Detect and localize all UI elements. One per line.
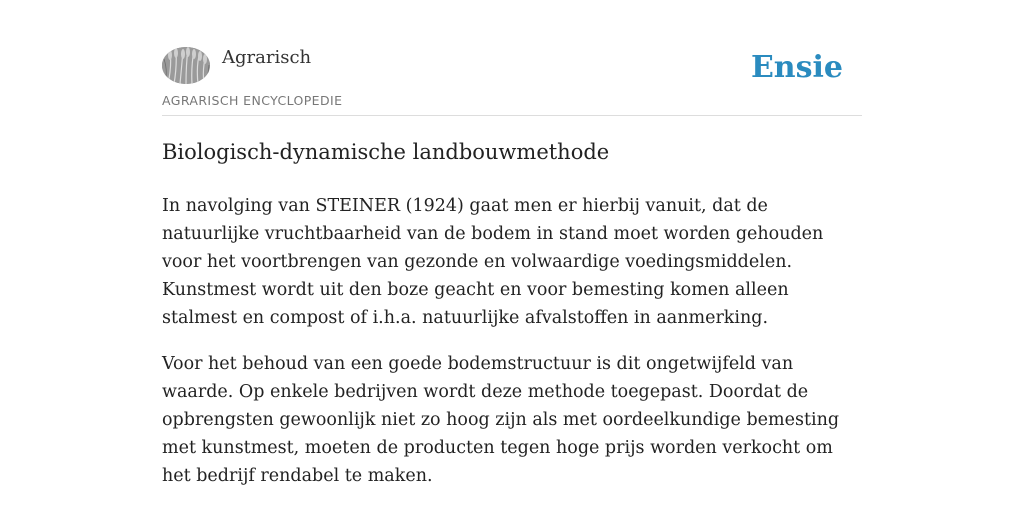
article-paragraph: Voor het behoud van een goede bodemstructuur is dit ongetwijfeld van waarde. Op enkele bedrijven wordt deze methode toegepast. Doordat de opbrengsten gewoonlijk niet zo hoog zijn als met oordeelkundige bemesting met kunstmest, moeten de producten tegen hoge prijs worden verkocht om het bedrijf rendabel te maken.	[162, 354, 840, 486]
article-body	[162, 192, 862, 508]
source-subtitle: AGRARISCH ENCYCLOPEDIE	[162, 93, 343, 108]
wheat-field-icon	[162, 47, 210, 84]
ensie-logo-link[interactable]: Ensie	[750, 50, 843, 85]
header-divider	[162, 115, 862, 116]
page-title: Biologisch-dynamische landbouwmethode	[162, 140, 610, 164]
header	[162, 44, 862, 116]
source-avatar[interactable]	[162, 47, 210, 84]
source-name-link[interactable]: Agrarisch	[222, 47, 312, 68]
article-paragraph: In navolging van STEINER (1924) gaat men er hierbij vanuit, dat de natuurlijke vruchtbaarheid van de bodem in stand moet worden gehouden voor het voortbrengen van gezonde en volwaardige voedingsmiddelen. Kunstmest wordt uit den boze geacht en voor bemesting komen alleen stalmest en compost of i.h.a. natuurlijke afvalstoffen in aanmerking.	[162, 196, 824, 328]
